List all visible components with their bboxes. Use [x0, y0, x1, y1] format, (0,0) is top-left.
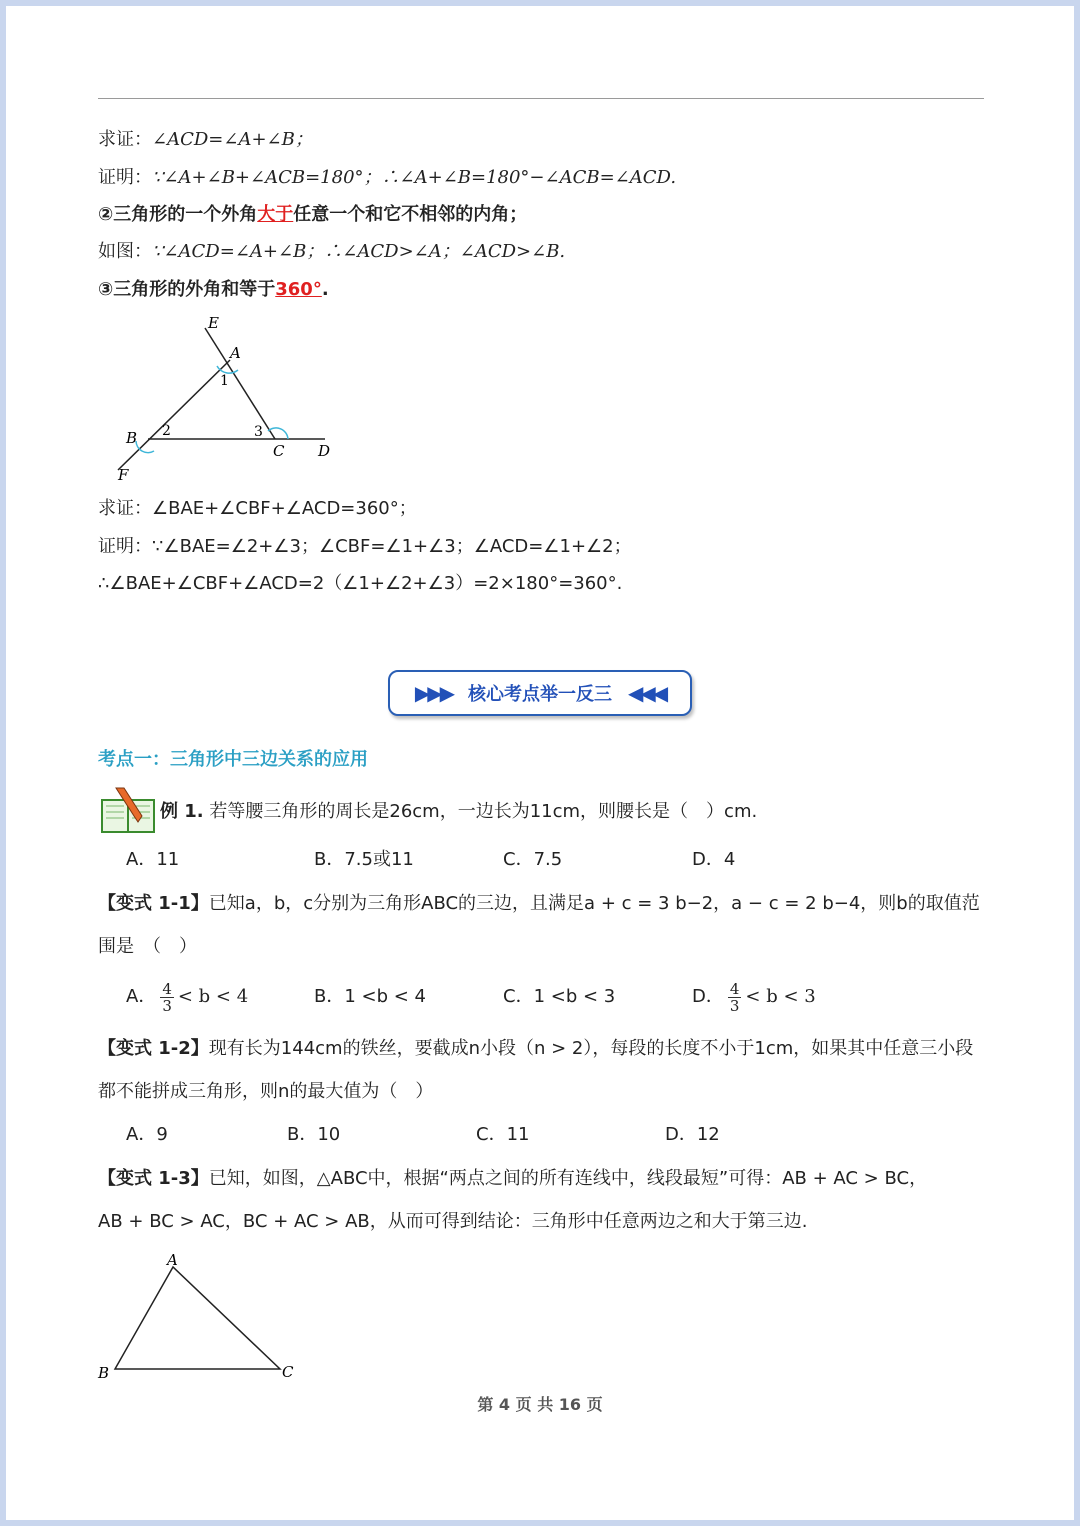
variant-1-1-options [98, 980, 984, 1024]
example-1-label: 例 1. [160, 801, 204, 822]
label-A: A [230, 344, 241, 362]
proof2-claim [98, 497, 417, 521]
exterior-angle-figure [100, 310, 340, 490]
property-2-example [98, 240, 565, 264]
option-b: B．7.5或11 [314, 849, 414, 870]
label-C: C [273, 442, 285, 460]
triangle-abc-figure [95, 1245, 305, 1385]
variant-1-1-line2: 围是 （ ） [98, 936, 197, 957]
option-b: B．10 [287, 1124, 341, 1145]
variant-1-2-line1 [98, 1037, 973, 1061]
example-1-options [98, 845, 984, 875]
label-B: B [98, 1364, 110, 1382]
option-d [692, 980, 816, 1014]
option-c: C．1 <b < 3 [503, 986, 616, 1007]
variant-1-1-label: 【变式 1-1】 [98, 893, 209, 914]
example-1-text: 若等腰三角形的周长是26cm，一边长为11cm，则腰长是（ ）cm. [209, 801, 758, 822]
option-a-label: A． [126, 986, 157, 1007]
claim-text: ∠ACD=∠A+∠B； [152, 129, 313, 150]
fraction-numerator: 4 [729, 979, 740, 998]
property-3 [98, 278, 329, 302]
fraction [160, 981, 174, 1014]
property-2-pre: ②三角形的一个外角 [98, 204, 258, 225]
proof1-claim [98, 128, 313, 152]
example-label: 如图： [98, 241, 152, 262]
arrow-left-icon: ◀◀◀ [628, 681, 666, 705]
variant-1-2-options [98, 1120, 984, 1150]
book-pencil-icon [98, 786, 160, 838]
proof-text: ∵∠A+∠B+∠ACB=180°；∴∠A+∠B=180°−∠ACB=∠ACD. [152, 167, 677, 188]
label-B: B [126, 429, 138, 447]
variant-1-3-text: 已知，如图，△ABC中，根据“两点之间的所有连线中，线段最短”可得：AB + AC > BC， [208, 1168, 928, 1189]
example-1 [160, 800, 757, 824]
claim-label: 求证： [98, 498, 152, 519]
option-a [126, 980, 248, 1014]
section-banner [388, 670, 692, 716]
proof1-proof [98, 166, 676, 190]
page-number: 第 4 页 共 16 页 [477, 1395, 603, 1414]
fraction-denominator: 3 [162, 996, 172, 1015]
label-angle-1: 1 [220, 373, 229, 389]
fraction-numerator: 4 [162, 979, 172, 998]
fraction [728, 981, 742, 1014]
variant-1-3-line2: AB + BC > AC，BC + AC > AB，从而可得到结论：三角形中任意两边之和大于第三边. [98, 1211, 808, 1232]
line-FBA [118, 360, 230, 470]
label-angle-2: 2 [162, 423, 171, 439]
label-C: C [282, 1363, 294, 1381]
variant-1-3-label: 【变式 1-3】 [98, 1168, 209, 1189]
property-3-pre: ③三角形的外角和等于 [98, 279, 276, 300]
variant-1-1-text: 已知a，b，c分别为三角形ABC的三边，且满足a + c = 3 b−2，a − c = 2 b−4，则b的取值范 [208, 893, 980, 914]
banner-title: 核心考点举一反三 [468, 684, 612, 705]
property-2-highlight: 大于 [257, 204, 294, 225]
label-E: E [208, 314, 219, 332]
example-text: ∵∠ACD=∠A+∠B；∴∠ACD>∠A；∠ACD>∠B. [152, 241, 566, 262]
option-d-rest: < b < 3 [745, 986, 816, 1007]
proof2-proof [98, 535, 632, 559]
option-a-rest: < b < 4 [177, 986, 249, 1007]
variant-1-1-line1 [98, 892, 980, 916]
arrow-right-icon: ▶▶▶ [414, 681, 452, 705]
triangle-abc [115, 1267, 280, 1369]
proof-label: 证明： [98, 167, 152, 188]
proof2-conclusion [98, 572, 622, 596]
label-D: D [318, 442, 331, 460]
label-F: F [118, 466, 129, 484]
label-angle-3: 3 [254, 424, 263, 440]
option-a: A．9 [126, 1124, 168, 1145]
conclusion-text: ∴∠BAE+∠CBF+∠ACD=2（∠1+∠2+∠3）=2×180°=360°. [98, 573, 623, 594]
option-d: D．12 [665, 1124, 720, 1145]
variant-1-2-label: 【变式 1-2】 [98, 1038, 209, 1059]
header-rule [98, 98, 984, 99]
claim-label: 求证： [98, 129, 152, 150]
option-c: C．7.5 [503, 849, 563, 870]
fraction-denominator: 3 [729, 996, 740, 1015]
proof-text: ∵∠BAE=∠2+∠3；∠CBF=∠1+∠3；∠ACD=∠1+∠2； [152, 536, 632, 557]
label-A: A [167, 1251, 178, 1269]
option-a: A．11 [126, 849, 180, 870]
section-title: 考点一：三角形中三边关系的应用 [98, 749, 368, 770]
variant-1-3-line1 [98, 1167, 927, 1191]
claim-text: ∠BAE+∠CBF+∠ACD=360°； [152, 498, 417, 519]
property-3-post: . [321, 279, 329, 300]
option-c: C．11 [476, 1124, 530, 1145]
variant-1-2-text: 现有长为144cm的铁丝，要截成n小段（n > 2），每段的长度不小于1cm，如果其中任意三小段 [208, 1038, 974, 1059]
option-d-label: D． [692, 986, 724, 1007]
property-2-post: 任意一个和它不相邻的内角； [293, 204, 528, 225]
variant-1-2-line2: 都不能拼成三角形，则n的最大值为（ ） [98, 1081, 434, 1102]
proof-label: 证明： [98, 536, 152, 557]
property-3-highlight: 360° [275, 279, 322, 300]
option-b: B．1 <b < 4 [314, 986, 427, 1007]
option-d: D．4 [692, 849, 736, 870]
property-2 [98, 203, 527, 227]
